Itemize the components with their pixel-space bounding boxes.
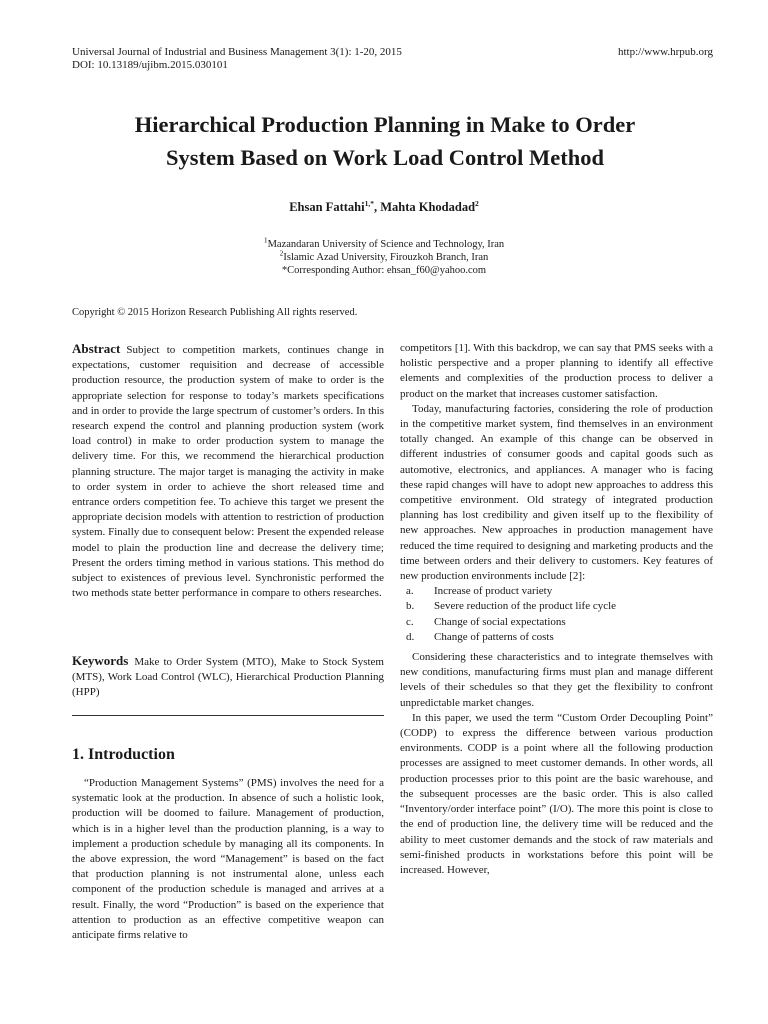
- list-item: a. Increase of product variety: [406, 585, 553, 598]
- author-1-affiliation: 1,*: [364, 198, 374, 208]
- list-item: b. Severe reduction of the product life cycle: [406, 600, 617, 613]
- abstract-paragraph: [72, 341, 384, 601]
- right-column: [400, 341, 713, 878]
- section-heading-introduction: 1. Introduction: [72, 746, 175, 763]
- author-1[interactable]: Ehsan Fattahi: [289, 200, 365, 214]
- intro-paragraph-1: “Production Management Systems” (PMS) involves the need for a systematic look at the production. In absence of such a holistic look, production will be doomed to failure. Management of production, which is in a higher level than the production planning, is a way to implement a production schedule by managing all its components. In the above expression, the word “Management” is based on the fact that production planning is not instrumental alone, unless each component of the production schedule is managed and arrives at a result. Finally, the word “Production” is based on the experience that attention to production as an effective competitive weapon can anticipate firms relative to: [72, 777, 384, 942]
- author-2-affiliation: 2: [475, 198, 479, 208]
- list-item: d. Change of patterns of costs: [406, 630, 554, 643]
- journal-url-link[interactable]: http://www.hrpub.org: [617, 46, 713, 58]
- affiliations: [0, 235, 768, 277]
- affiliation-1: $^1$Mazandaran University of Science and Technology, Iran: [263, 235, 505, 250]
- copyright-notice: Copyright © 2015 Horizon Research Publishing All rights reserved.: [72, 307, 358, 318]
- title-line-2: System Based on Work Load Control Method: [166, 145, 604, 170]
- introduction-text: [72, 776, 384, 943]
- author-list: [0, 200, 768, 215]
- list-item: c. Change of social expectations: [406, 615, 566, 628]
- right-paragraph-4: In this paper, we used the term “Custom Order Decoupling Point” (CODP) to express the difference between various production environments. CODP is a point where all the following production processes are assigned to meet customer demands. In other words, all production processes prior to this point are the basic warehouse, and the subsequent processes are the basic order. This is also called “Inventory/order interface point” (I/O). The more this point is close to the end of production line, the delivery time will be reduced and the ability to meet customer demands and the stock of raw materials and semi-finished products in workstations before this point will be increased. However,: [400, 711, 713, 876]
- right-paragraph-2: Today, manufacturing factories, considering the role of production in the competitive market system, find themselves in an environment totally changed. An example of this change can be observed in different industries of consumer goods and capital goods such as automotive, electronics, and appliances. A manager who is facing these rapid changes will have to adopt new approaches to address this competitive environment. Old strategy of integrated production planning has lost credibility and given itself up to the flexibility of new approaches. New approaches in production management have reduced the time required to designing and marketing products and the time between orders and their delivery to customers. Key features of new production environments include [2]:: [400, 402, 713, 583]
- doi-link[interactable]: DOI: 10.13189/ujibm.2015.030101: [72, 59, 228, 71]
- author-separator: ,: [373, 200, 381, 214]
- features-list: [400, 584, 713, 645]
- paper-title: [60, 108, 710, 174]
- affiliation-2: $^2$Islamic Azad University, Firouzkoh Branch, Iran: [279, 248, 489, 263]
- keywords-label: Keywords: [72, 653, 129, 668]
- keywords-paragraph: [72, 653, 384, 701]
- keywords-text: Make to Order System (MTO), Make to Stock System (MTS), Work Load Control (WLC), Hierarchical Production Planning (HPP): [72, 656, 384, 699]
- right-paragraph-3: Considering these characteristics and to integrate themselves with new conditions, manufacturing firms must plan and manage different levels of their schedules so that they get the flexibility to confront unpredictable market changes.: [400, 651, 713, 709]
- abstract-block: [72, 341, 384, 601]
- section-divider: [72, 715, 384, 716]
- title-line-1: Hierarchical Production Planning in Make to Order: [134, 112, 636, 137]
- right-paragraph-1: competitors [1]. With this backdrop, we can say that PMS seeks with a holistic perspective and a proper planning to identify all effective elements and complexities of the production process to deliver a product on the market that increases customer satisfaction.: [400, 342, 713, 400]
- author-2[interactable]: Mahta Khodadad: [380, 200, 476, 214]
- abstract-label: Abstract: [72, 341, 121, 356]
- keywords-block: [72, 653, 384, 701]
- abstract-text: Subject to competition markets, continues change in expectations, customer requisition and decrease of accessible production resource, the production system of make to order is the appropriate selection for response to today’s markets specifications and in order to provide the large spectrum of customer’s orders. In this research expend the control and planning production system (work load control) in make to order production system to manage the delivery time. For this, we recommend the hierarchical production planning structure. The major target is managing the activity in make to order system in order to achieve the short released time and entrance orders competition fee. To achieve this target we present the appropriate decision models with attention to restriction of production system. Finally due to consequent below: Present the expended release model to plain the production line and decrease the delivery time; Present the orders timing method in various stations. This method do subject to existences of previous level. Synchronistic performed the two methods state better performance in compare to others researches.: [72, 344, 384, 600]
- corresponding-author: *Corresponding Author: ehsan_f60@yahoo.com: [281, 265, 487, 276]
- journal-citation: Universal Journal of Industrial and Business Management 3(1): 1-20, 2015: [72, 46, 402, 58]
